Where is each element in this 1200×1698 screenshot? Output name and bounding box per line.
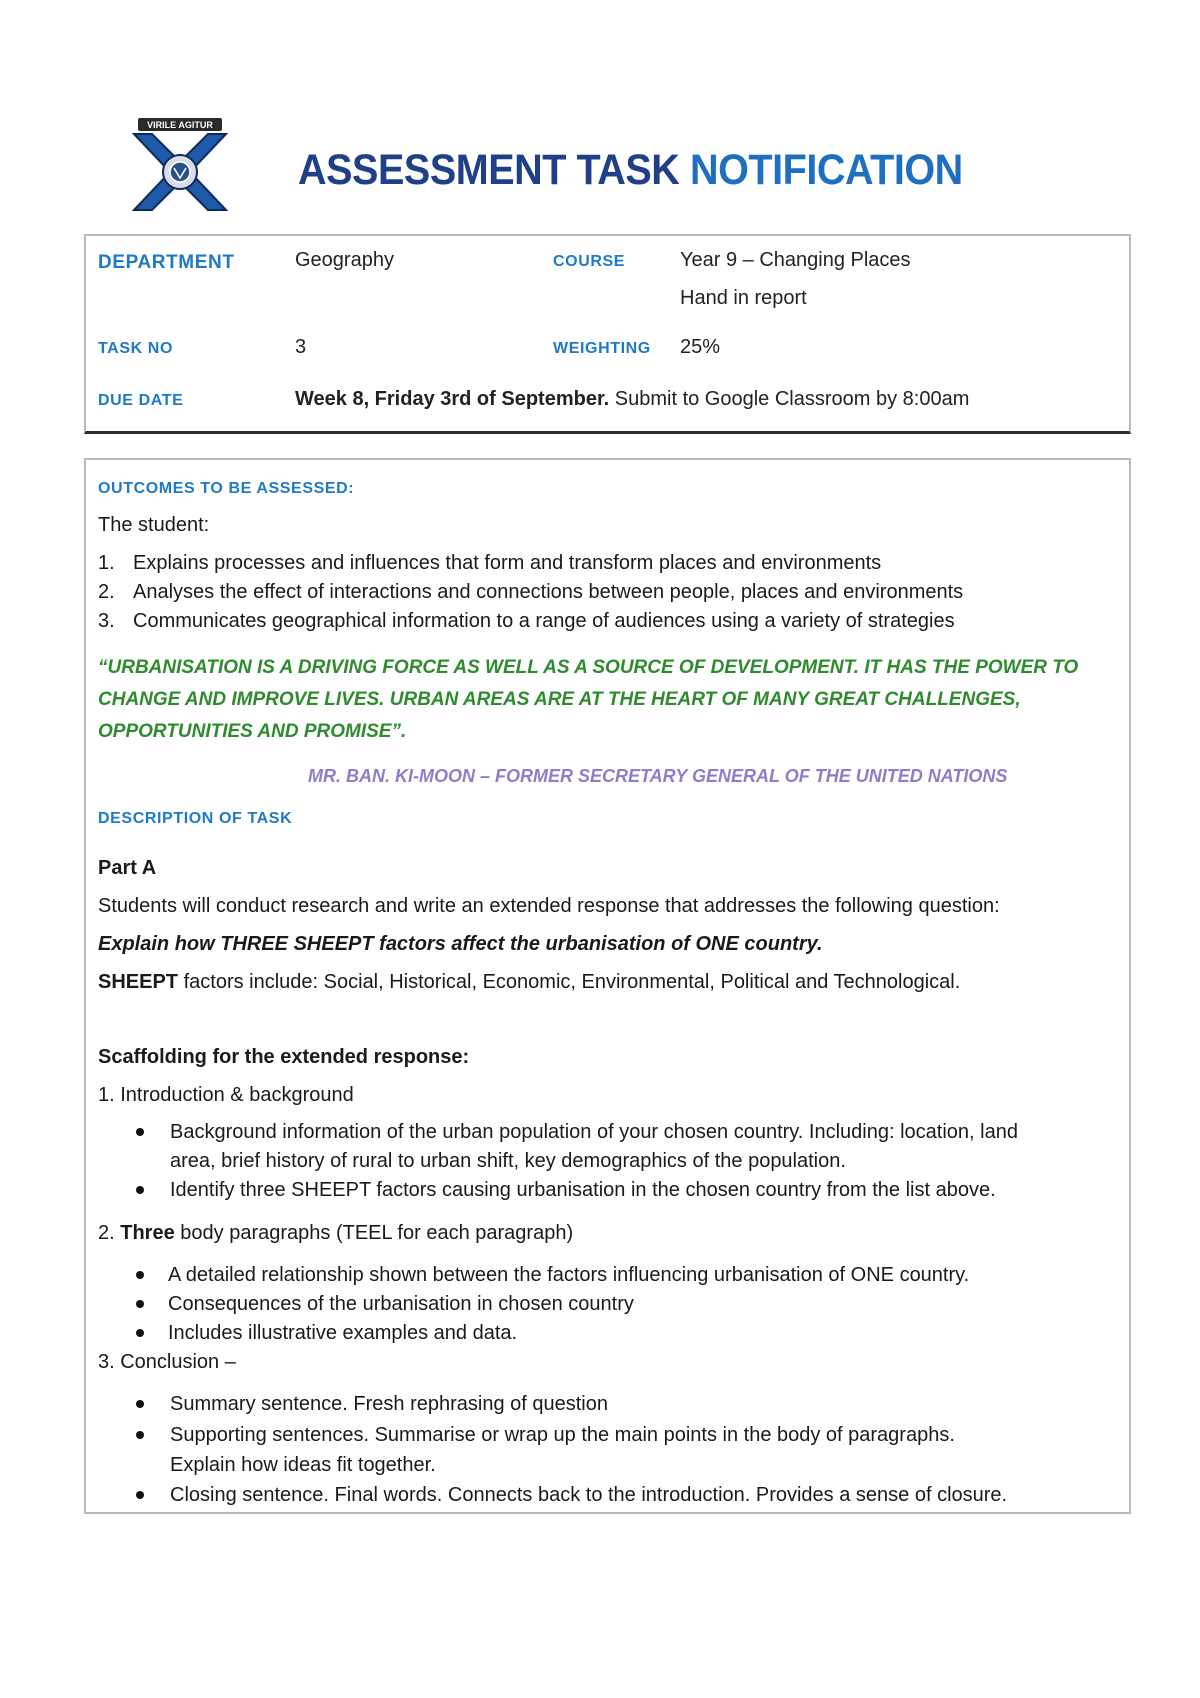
quote-line: CHANGE AND IMPROVE LIVES. URBAN AREAS ARE AT THE HEART OF MANY GREAT CHALLENGES,	[98, 689, 1021, 710]
title-part-2: NOTIFICATION	[689, 146, 963, 194]
body-heading-prefix: 2.	[98, 1222, 121, 1244]
course-label: COURSE	[553, 253, 626, 270]
page-title	[298, 146, 963, 195]
outcome-item: Explains processes and influences that form and transform places and environments	[133, 552, 882, 574]
part-a-heading: Part A	[98, 857, 157, 879]
scaffold-heading: Scaffolding for the extended response:	[98, 1046, 470, 1068]
task-intro: Students will conduct research and write an extended response that addresses the following question:	[98, 895, 1000, 917]
introduction-heading: 1. Introduction & background	[98, 1084, 354, 1106]
sheept-factors	[98, 971, 960, 994]
outcomes-heading: OUTCOMES TO BE ASSESSED:	[98, 480, 355, 497]
due-date-bold: Week 8, Friday 3rd of September.	[295, 388, 610, 410]
conclusion-heading: 3. Conclusion –	[98, 1351, 236, 1373]
outcome-number: 3.	[98, 610, 115, 632]
due-date-value	[295, 388, 969, 411]
bullet-icon	[136, 1329, 144, 1337]
sheept-bold: SHEEPT	[98, 971, 179, 993]
bullet-icon	[136, 1400, 144, 1408]
bullet-text: Background information of the urban population of your chosen country. Including: location, land	[170, 1121, 1018, 1143]
quote-author: MR. BAN. KI-MOON – FORMER SECRETARY GENERAL OF THE UNITED NATIONS	[308, 766, 1008, 786]
outcomes-intro: The student:	[98, 514, 210, 536]
bullet-text: Closing sentence. Final words. Connects back to the introduction. Provides a sense of closure.	[170, 1484, 1008, 1506]
task-question: Explain how THREE SHEEPT factors affect the urbanisation of ONE country.	[98, 933, 823, 955]
task-no-label: TASK NO	[98, 340, 174, 357]
bullet-icon	[136, 1271, 144, 1279]
bullet-icon	[136, 1300, 144, 1308]
task-no-value: 3	[295, 336, 307, 358]
body-heading-bold: Three	[120, 1222, 175, 1244]
outcome-number: 1.	[98, 552, 115, 574]
outcome-item: Analyses the effect of interactions and connections between people, places and environments	[133, 581, 964, 603]
bullet-text: Includes illustrative examples and data.	[168, 1322, 518, 1344]
sheept-rest: factors include: Social, Historical, Economic, Environmental, Political and Technological.	[178, 971, 961, 993]
bullet-text: Identify three SHEEPT factors causing urbanisation in the chosen country from the list above.	[170, 1179, 996, 1201]
logo-motto: VIRILE AGITUR	[147, 120, 213, 130]
bullet-icon	[136, 1491, 144, 1499]
quote-line: “URBANISATION IS A DRIVING FORCE AS WELL AS A SOURCE OF DEVELOPMENT. IT HAS THE POWER TO	[98, 657, 1079, 678]
bullet-icon	[136, 1186, 144, 1194]
bullet-text: Supporting sentences. Summarise or wrap up the main points in the body of paragraphs.	[170, 1424, 955, 1446]
bullet-icon	[136, 1431, 144, 1439]
bullet-text: Consequences of the urbanisation in chosen country	[168, 1293, 634, 1315]
title-part-1: ASSESSMENT TASK	[298, 146, 680, 194]
department-label: DEPARTMENT	[98, 252, 235, 273]
body-heading-rest: body paragraphs (TEEL for each paragraph)	[174, 1222, 574, 1244]
due-date-rest: Submit to Google Classroom by 8:00am	[609, 388, 970, 410]
school-crest-icon	[130, 116, 230, 216]
bullet-text: Explain how ideas fit together.	[170, 1454, 436, 1476]
course-value: Year 9 – Changing Places	[680, 249, 911, 271]
course-detail: Hand in report	[680, 287, 807, 309]
outcome-number: 2.	[98, 581, 115, 603]
quote-line: OPPORTUNITIES AND PROMISE”.	[98, 721, 407, 742]
bullet-text: Summary sentence. Fresh rephrasing of question	[170, 1393, 608, 1415]
bullet-text: area, brief history of rural to urban shift, key demographics of the population.	[170, 1150, 846, 1172]
body-heading	[98, 1222, 573, 1245]
weighting-label: WEIGHTING	[553, 340, 651, 357]
due-date-label: DUE DATE	[98, 392, 184, 409]
description-heading: DESCRIPTION OF TASK	[98, 810, 293, 827]
weighting-value: 25%	[680, 336, 721, 358]
department-value: Geography	[295, 249, 394, 271]
bullet-icon	[136, 1128, 144, 1136]
outcome-item: Communicates geographical information to a range of audiences using a variety of strategies	[133, 610, 955, 632]
bullet-text: A detailed relationship shown between the factors influencing urbanisation of ONE country.	[168, 1264, 970, 1286]
